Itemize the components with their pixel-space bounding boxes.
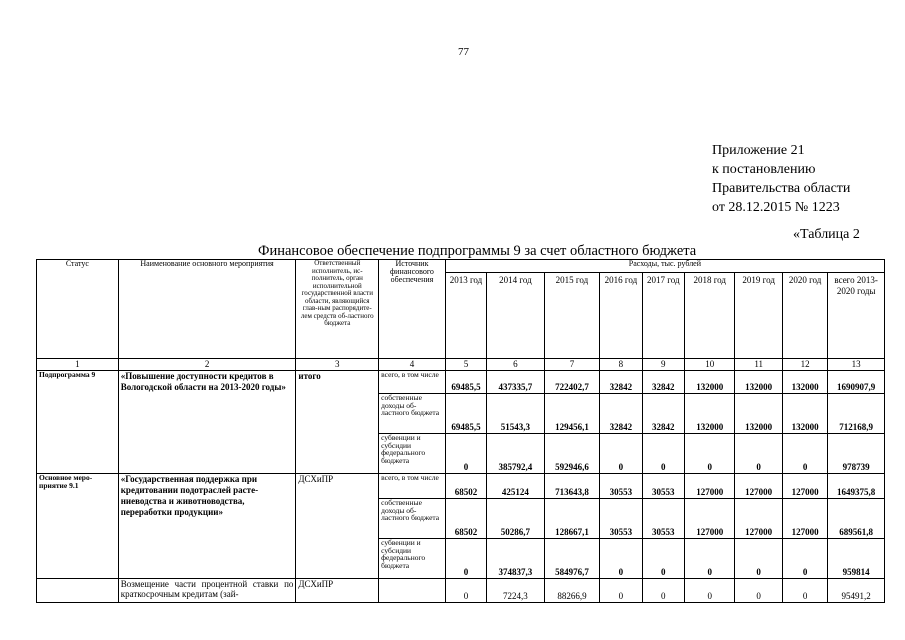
value-cell: 69485,5 [445, 394, 486, 434]
value-cell: 132000 [782, 371, 827, 394]
value-cell: 0 [445, 434, 486, 474]
value-cell: 722402,7 [544, 371, 600, 394]
source-cell: субвенции и субсидии федерального бюджета [379, 434, 446, 474]
table-row [37, 474, 885, 499]
value-cell: 0 [782, 434, 827, 474]
col-number: 1 [37, 359, 119, 371]
source-cell: всего, в том числе [379, 371, 446, 394]
value-cell: 0 [600, 434, 642, 474]
finance-table [36, 259, 885, 603]
value-cell: 592946,6 [544, 434, 600, 474]
value-cell: 0 [684, 434, 734, 474]
responsible-cell: итого [296, 371, 379, 474]
value-cell: 50286,7 [487, 499, 545, 539]
source-cell: собственные доходы об-ластного бюджета [379, 394, 446, 434]
value-cell: 584976,7 [544, 539, 600, 579]
value-cell: 68502 [445, 474, 486, 499]
value-cell: 0 [445, 579, 486, 603]
value-cell: 127000 [782, 499, 827, 539]
col-number: 3 [296, 359, 379, 371]
status-cell [37, 579, 119, 603]
year-header: 2020 год [782, 273, 827, 359]
value-cell: 437335,7 [487, 371, 545, 394]
page-number: 77 [458, 46, 469, 58]
header-responsible: Ответственный исполнитель, ис-полнитель, орган исполнительной государственной власти области, являющийся глав-ным распорядите-лем средств об-ластного бюджета [296, 260, 379, 359]
value-cell: 32842 [642, 394, 684, 434]
col-number: 11 [735, 359, 782, 371]
value-cell: 127000 [782, 474, 827, 499]
value-cell: 30553 [642, 474, 684, 499]
value-cell: 0 [445, 539, 486, 579]
value-cell: 689561,8 [828, 499, 885, 539]
col-number: 9 [642, 359, 684, 371]
value-cell: 0 [782, 539, 827, 579]
appendix-line: Приложение 21 [712, 143, 805, 158]
appendix-block [712, 141, 850, 217]
value-cell: 132000 [684, 394, 734, 434]
value-cell: 0 [782, 579, 827, 603]
name-cell: «Государственная поддержка при кредитовании подотраслей расте-ниеводства и животноводства, переработки продукции» [118, 474, 296, 579]
header-name: Наименование основного мероприятия [118, 260, 296, 359]
value-cell: 69485,5 [445, 371, 486, 394]
year-header: 2017 год [642, 273, 684, 359]
status-cell: Основное меро-приятие 9.1 [37, 474, 119, 579]
col-number: 6 [487, 359, 545, 371]
value-cell: 0 [684, 579, 734, 603]
col-number: 8 [600, 359, 642, 371]
source-cell: всего, в том числе [379, 474, 446, 499]
table-reference: «Таблица 2 [793, 227, 860, 242]
value-cell: 128667,1 [544, 499, 600, 539]
value-cell: 713643,8 [544, 474, 600, 499]
value-cell: 0 [600, 579, 642, 603]
value-cell: 132000 [735, 394, 782, 434]
col-number: 5 [445, 359, 486, 371]
value-cell: 374837,3 [487, 539, 545, 579]
header-expenses: Расходы, тыс. рублей [445, 260, 884, 273]
col-number: 7 [544, 359, 600, 371]
value-cell: 132000 [684, 371, 734, 394]
appendix-line: от 28.12.2015 № 1223 [712, 200, 840, 215]
value-cell: 30553 [600, 474, 642, 499]
value-cell: 127000 [684, 499, 734, 539]
header-source: Источник финансового обеспечения [379, 260, 446, 359]
appendix-line: к постановлению [712, 162, 816, 177]
col-number: 12 [782, 359, 827, 371]
value-cell: 95491,2 [828, 579, 885, 603]
value-cell: 88266,9 [544, 579, 600, 603]
value-cell: 7224,3 [487, 579, 545, 603]
value-cell: 127000 [684, 474, 734, 499]
year-header: 2016 год [600, 273, 642, 359]
status-cell: Подпрограмма 9 [37, 371, 119, 474]
value-cell: 68502 [445, 499, 486, 539]
value-cell: 978739 [828, 434, 885, 474]
value-cell: 1649375,8 [828, 474, 885, 499]
source-cell: собственные доходы об-ластного бюджета [379, 499, 446, 539]
name-cell: Возмещение части процентной ставки по краткосрочным кредитам (зай- [118, 579, 296, 603]
header-status: Статус [37, 260, 119, 359]
value-cell: 0 [735, 434, 782, 474]
col-number: 13 [828, 359, 885, 371]
header-row [37, 260, 885, 273]
value-cell: 0 [600, 539, 642, 579]
value-cell: 127000 [735, 499, 782, 539]
value-cell: 0 [735, 539, 782, 579]
value-cell: 0 [642, 579, 684, 603]
value-cell: 385792,4 [487, 434, 545, 474]
value-cell: 32842 [600, 371, 642, 394]
value-cell: 30553 [642, 499, 684, 539]
table-row [37, 579, 885, 603]
col-number: 10 [684, 359, 734, 371]
year-header: 2013 год [445, 273, 486, 359]
value-cell: 959814 [828, 539, 885, 579]
year-header: 2015 год [544, 273, 600, 359]
year-header: 2018 год [684, 273, 734, 359]
column-number-row [37, 359, 885, 371]
value-cell: 51543,3 [487, 394, 545, 434]
value-cell: 0 [735, 579, 782, 603]
appendix-line: Правительства области [712, 181, 851, 196]
value-cell: 127000 [735, 474, 782, 499]
col-number: 2 [118, 359, 296, 371]
year-header: 2019 год [735, 273, 782, 359]
value-cell: 129456,1 [544, 394, 600, 434]
value-cell: 32842 [642, 371, 684, 394]
year-header: всего 2013-2020 годы [828, 273, 885, 359]
col-number: 4 [379, 359, 446, 371]
document-title: Финансовое обеспечение подпрограммы 9 за счет областного бюджета [258, 243, 697, 259]
value-cell: 712168,9 [828, 394, 885, 434]
name-cell: «Повышение доступности кредитов в Вологодской области на 2013-2020 годы» [118, 371, 296, 474]
table-row [37, 371, 885, 394]
value-cell: 1690907,9 [828, 371, 885, 394]
responsible-cell: ДСХиПР [296, 474, 379, 579]
value-cell: 32842 [600, 394, 642, 434]
value-cell: 132000 [782, 394, 827, 434]
value-cell: 30553 [600, 499, 642, 539]
source-cell [379, 579, 446, 603]
value-cell: 0 [642, 434, 684, 474]
value-cell: 132000 [735, 371, 782, 394]
source-cell: субвенции и субсидии федерального бюджета [379, 539, 446, 579]
value-cell: 425124 [487, 474, 545, 499]
year-header: 2014 год [487, 273, 545, 359]
responsible-cell: ДСХиПР [296, 579, 379, 603]
value-cell: 0 [684, 539, 734, 579]
value-cell: 0 [642, 539, 684, 579]
